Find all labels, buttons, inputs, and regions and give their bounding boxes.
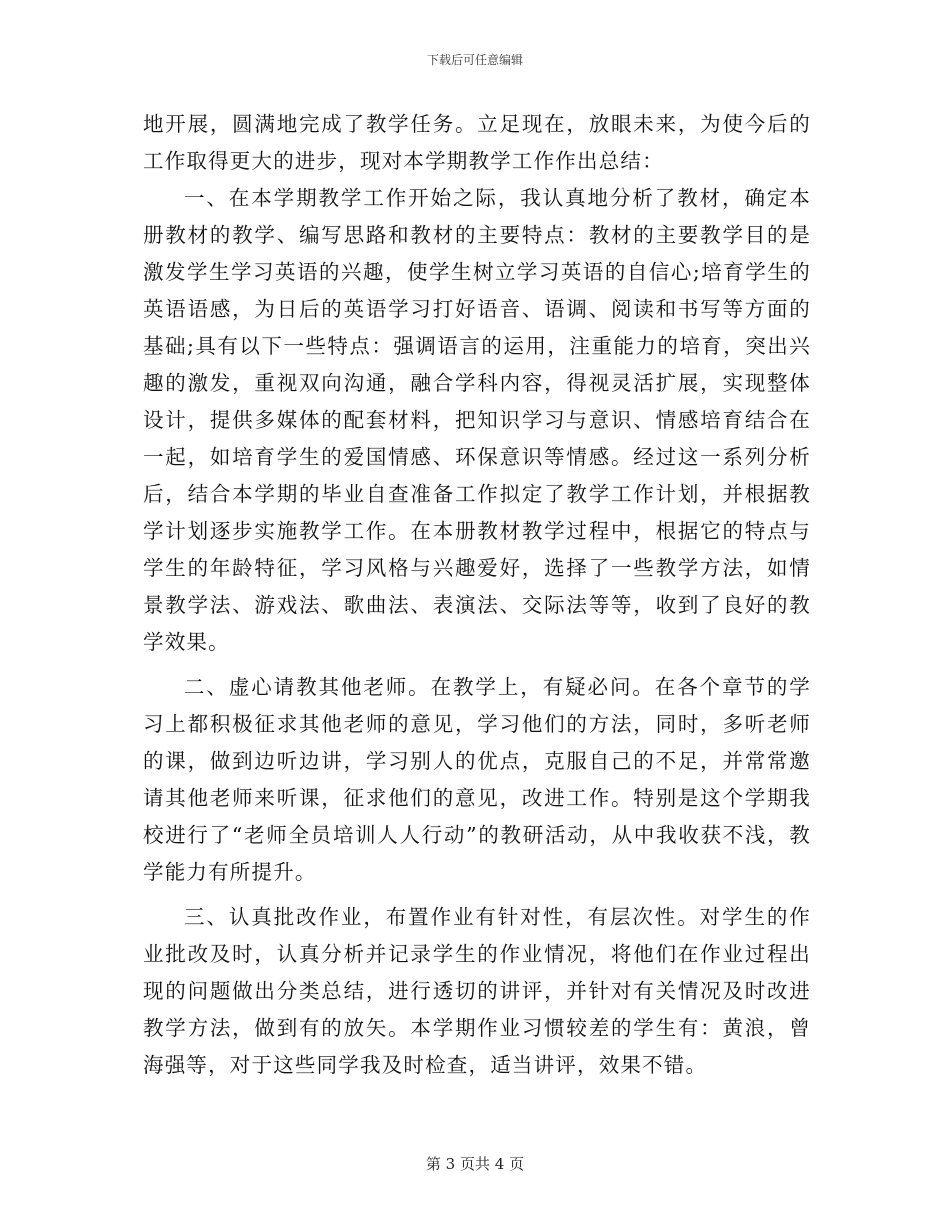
page-footer: 第 3 页共 4 页 [425, 1155, 525, 1173]
document-body [143, 106, 811, 1084]
paragraph-section-one: 一、在本学期教学工作开始之际，我认真地分析了教材，确定本册教材的教学、编写思路和教材的主要特点：教材的主要教学目的是激发学生学习英语的兴趣，使学生树立学习英语的自信心;培育学生的英语语感，为日后的英语学习打好语音、语调、阅读和书写等方面的基础;具有以下一些特点：强调语言的运用，注重能力的培育，突出兴趣的激发，重视双向沟通，融合学科内容，得视灵活扩展，实现整体设计，提供多媒体的配套材料，把知识学习与意识、情感培育结合在一起，如培育学生的爱国情感、环保意识等情感。经过这一系列分析后，结合本学期的毕业自查准备工作拟定了教学工作计划，并根据教学计划逐步实施教学工作。在本册教材教学过程中，根据它的特点与学生的年龄特征，学习风格与兴趣爱好，选择了一些教学方法，如情景教学法、游戏法、歌曲法、表演法、交际法等等，收到了良好的教学效果。 [143, 186, 811, 654]
paragraph-section-three: 三、认真批改作业，布置作业有针对性，有层次性。对学生的作业批改及时，认真分析并记录学生的作业情况，将他们在作业过程出现的问题做出分类总结，进行透切的讲评，并针对有关情况及时改进教学方法，做到有的放矢。本学期作业习惯较差的学生有：黄浪，曾海强等，对于这些同学我及时检查，适当讲评，效果不错。 [143, 905, 811, 1077]
paragraph-continued: 地开展，圆满地完成了教学任务。立足现在，放眼未来，为使今后的工作取得更大的进步，现对本学期教学工作作出总结： [143, 112, 811, 173]
page-header: 下载后可任意编辑 [426, 53, 523, 67]
paragraph-section-two: 二、虚心请教其他老师。在教学上，有疑必问。在各个章节的学习上都积极征求其他老师的意见，学习他们的方法，同时，多听老师的课，做到边听边讲，学习别人的优点，克服自己的不足，并常常邀请其他老师来听课，征求他们的意见，改进工作。特别是这个学期我校进行了“老师全员培训人人行动”的教研活动，从中我收获不浅，教学能力有所提升。 [143, 675, 811, 884]
